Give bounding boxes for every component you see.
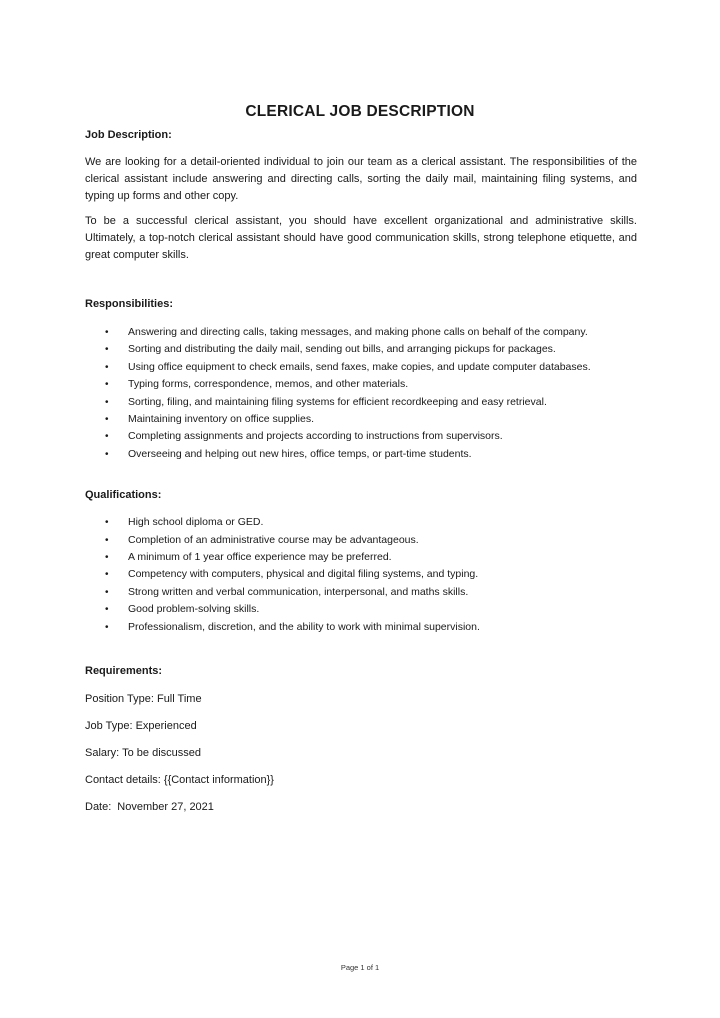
requirement-value: November 27, 2021 xyxy=(117,801,214,814)
requirement-value: {{Contact information}} xyxy=(163,774,274,787)
list-item xyxy=(85,359,637,376)
bullet-icon: • xyxy=(105,396,109,408)
list-item xyxy=(85,394,637,411)
list-item-text: Sorting, filing, and maintaining filing systems for efficient recordkeeping and easy retrieval. xyxy=(128,395,547,408)
bullet-icon: • xyxy=(105,569,109,581)
list-item xyxy=(85,446,637,463)
bullet-icon: • xyxy=(105,517,109,529)
list-item-text: Using office equipment to check emails, send faxes, make copies, and update computer databases. xyxy=(128,360,591,373)
list-item xyxy=(85,566,637,583)
list-item-text: A minimum of 1 year office experience may be preferred. xyxy=(128,551,392,564)
qualifications-heading: Qualifications: xyxy=(85,489,162,502)
requirements-heading: Requirements: xyxy=(85,665,163,678)
bullet-icon: • xyxy=(105,448,109,460)
list-item xyxy=(85,584,637,601)
requirement-date xyxy=(85,800,637,815)
bullet-icon: • xyxy=(105,621,109,633)
job-description-paragraph-1: We are looking for a detail-oriented individual to join our team as a clerical assistant. The responsibilities of the clerical assistant include answering and directing calls, sorting the daily mail, maintaining filing systems, and typing up forms and other copy. xyxy=(85,156,637,202)
list-item-text: Typing forms, correspondence, memos, and other materials. xyxy=(128,378,409,391)
requirement-label: Contact details: xyxy=(85,774,161,787)
bullet-icon: • xyxy=(105,379,109,391)
bullet-icon: • xyxy=(105,361,109,373)
list-item xyxy=(85,549,637,566)
bullet-icon: • xyxy=(105,431,109,443)
page-footer: Page 1 of 1 xyxy=(340,963,380,972)
list-item xyxy=(85,428,637,445)
requirement-position-type xyxy=(85,692,637,707)
list-item xyxy=(85,514,637,531)
list-item-text: Strong written and verbal communication, interpersonal, and maths skills. xyxy=(128,585,469,598)
requirement-job-type xyxy=(85,719,637,734)
list-item xyxy=(85,341,637,358)
list-item-text: Professionalism, discretion, and the ability to work with minimal supervision. xyxy=(128,620,480,633)
list-item-text: Overseeing and helping out new hires, office temps, or part-time students. xyxy=(128,447,472,460)
requirement-value: Experienced xyxy=(135,720,197,733)
bullet-icon: • xyxy=(105,327,109,338)
responsibilities-heading: Responsibilities: xyxy=(85,298,174,310)
list-item xyxy=(85,532,637,549)
requirement-label: Job Type: xyxy=(85,720,133,733)
list-item xyxy=(85,324,637,341)
list-item-text: Sorting and distributing the daily mail, sending out bills, and arranging pickups for packages. xyxy=(128,343,556,356)
job-description-paragraph-2: To be a successful clerical assistant, you should have excellent organizational and administrative skills. Ultimately, a top-notch clerical assistant should have good communication skills, strong telephone etiquette, and great computer skills. xyxy=(85,215,637,261)
job-description-heading: Job Description: xyxy=(85,129,172,141)
list-item-text: Completion of an administrative course may be advantageous. xyxy=(128,533,419,546)
list-item-text: High school diploma or GED. xyxy=(128,516,264,529)
requirement-salary xyxy=(85,746,637,761)
list-item-text: Competency with computers, physical and digital filing systems, and typing. xyxy=(128,568,479,581)
list-item xyxy=(85,601,637,618)
bullet-icon: • xyxy=(105,604,109,616)
bullet-icon: • xyxy=(105,344,109,356)
list-item-text: Completing assignments and projects according to instructions from supervisors. xyxy=(128,430,503,443)
bullet-icon: • xyxy=(105,552,109,564)
requirement-label: Position Type: xyxy=(85,693,154,706)
requirement-value: Full Time xyxy=(156,693,202,706)
requirement-value: To be discussed xyxy=(122,747,201,760)
requirement-label: Salary: xyxy=(85,747,120,760)
requirement-contact-details xyxy=(85,773,637,788)
document-title: CLERICAL JOB DESCRIPTION xyxy=(245,103,475,120)
list-item-text: Maintaining inventory on office supplies. xyxy=(128,413,315,426)
document-body xyxy=(85,128,637,827)
bullet-icon: • xyxy=(105,586,109,598)
qualifications-list xyxy=(85,514,637,636)
list-item-text: Good problem-solving skills. xyxy=(128,603,260,616)
list-item xyxy=(85,411,637,428)
responsibilities-list xyxy=(85,324,637,463)
bullet-icon: • xyxy=(105,534,109,546)
bullet-icon: • xyxy=(105,414,109,426)
list-item xyxy=(85,376,637,393)
list-item-text: Answering and directing calls, taking messages, and making phone calls on behalf of the company. xyxy=(128,326,588,338)
list-item xyxy=(85,619,637,636)
requirement-label: Date: xyxy=(85,801,112,814)
